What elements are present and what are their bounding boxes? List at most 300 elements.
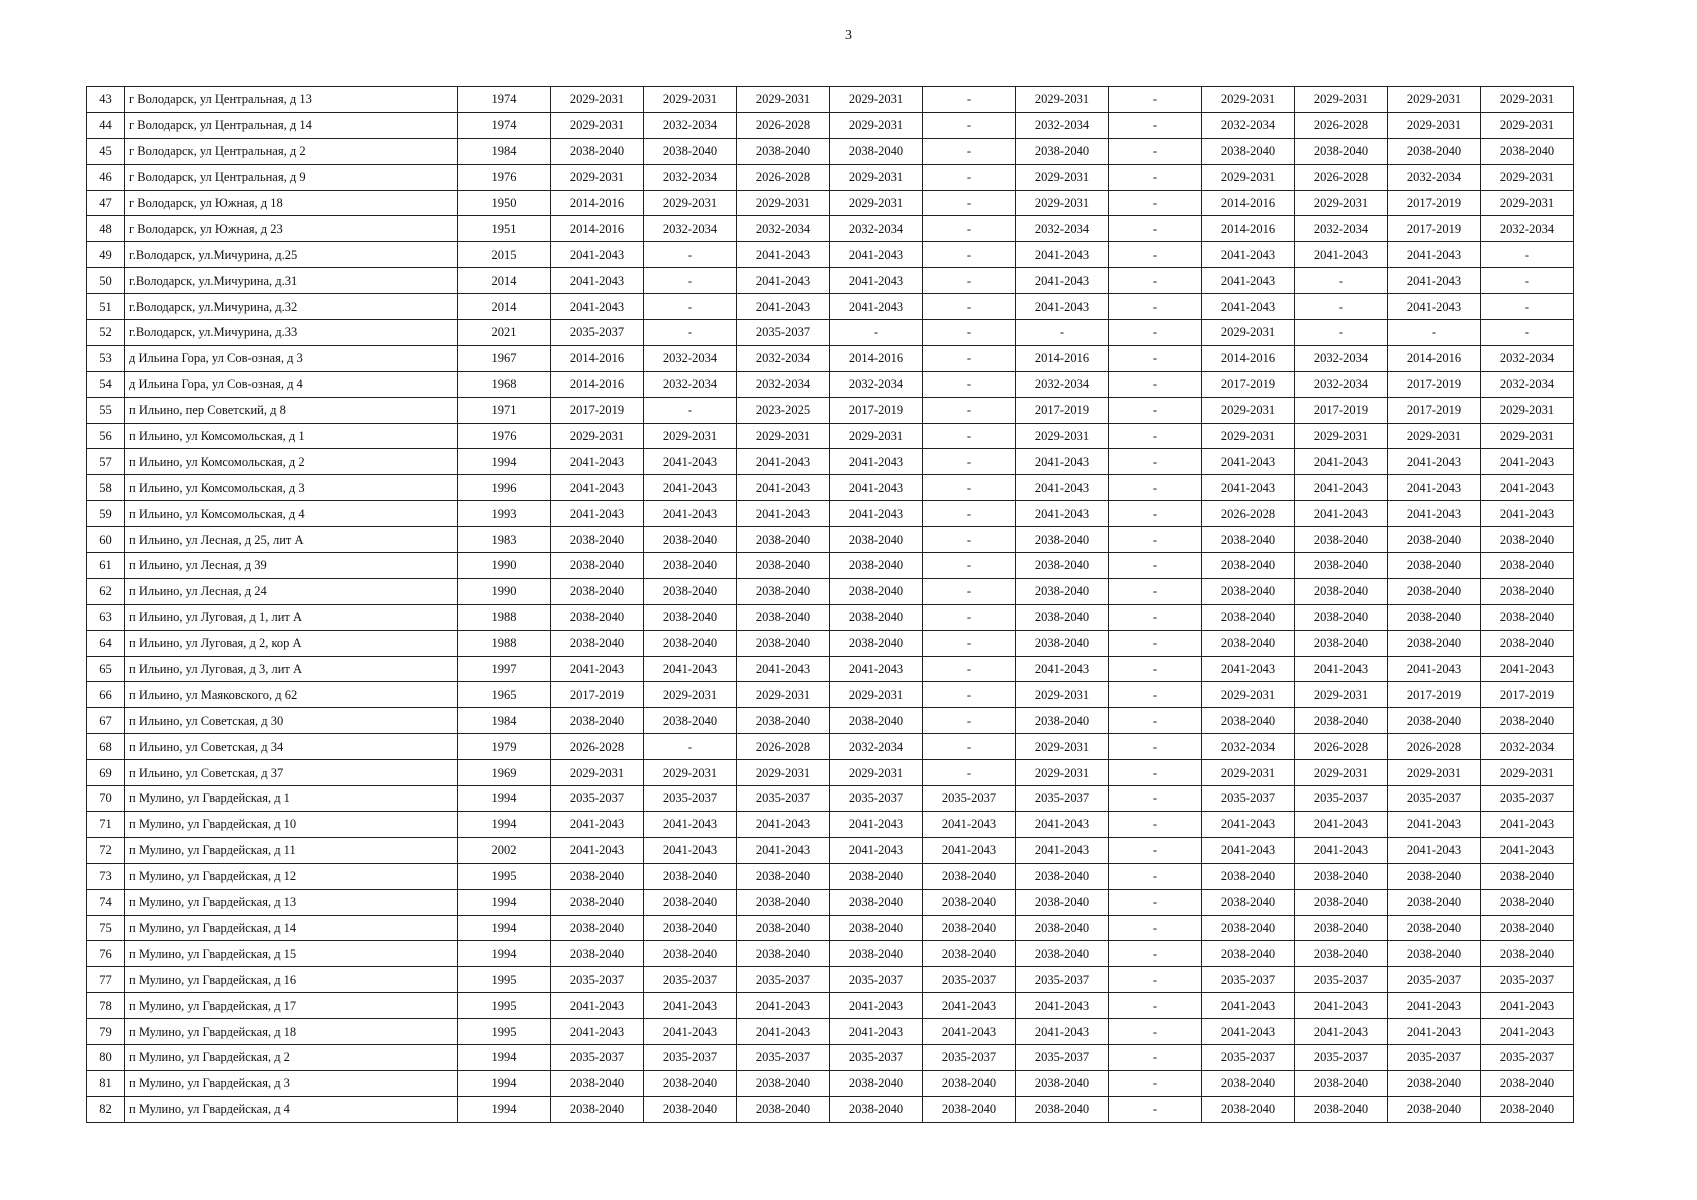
period-cell: 2038-2040 xyxy=(1388,527,1481,553)
period-cell: 2026-2028 xyxy=(737,734,830,760)
period-cell: 2038-2040 xyxy=(923,915,1016,941)
table-row xyxy=(87,475,1574,501)
period-cell: 2038-2040 xyxy=(1388,553,1481,579)
period-cell: 2038-2040 xyxy=(1016,941,1109,967)
period-cell: 2041-2043 xyxy=(644,501,737,527)
period-cell: - xyxy=(923,423,1016,449)
table-row xyxy=(87,578,1574,604)
period-cell: 2041-2043 xyxy=(830,837,923,863)
row-number-cell: 79 xyxy=(87,1019,125,1045)
table-row xyxy=(87,112,1574,138)
period-cell: 2032-2034 xyxy=(644,216,737,242)
period-cell: 2029-2031 xyxy=(1481,760,1574,786)
year-built-cell: 2014 xyxy=(458,294,551,320)
period-cell: 2038-2040 xyxy=(1202,138,1295,164)
year-built-cell: 1976 xyxy=(458,164,551,190)
period-cell: 2032-2034 xyxy=(1016,371,1109,397)
period-cell: 2035-2037 xyxy=(644,786,737,812)
period-cell: 2041-2043 xyxy=(1016,475,1109,501)
table-row xyxy=(87,449,1574,475)
period-cell: 2029-2031 xyxy=(1202,320,1295,346)
period-cell: 2038-2040 xyxy=(1388,604,1481,630)
period-cell: 2038-2040 xyxy=(1388,889,1481,915)
period-cell: 2032-2034 xyxy=(1202,734,1295,760)
row-number-cell: 61 xyxy=(87,553,125,579)
period-cell: 2029-2031 xyxy=(1202,397,1295,423)
period-cell: 2041-2043 xyxy=(737,242,830,268)
period-cell: - xyxy=(1109,993,1202,1019)
period-cell: 2029-2031 xyxy=(1388,423,1481,449)
address-cell: п Мулино, ул Гвардейская, д 17 xyxy=(125,993,458,1019)
period-cell: 2041-2043 xyxy=(830,449,923,475)
period-cell: 2038-2040 xyxy=(830,708,923,734)
period-cell: 2038-2040 xyxy=(1481,889,1574,915)
period-cell: - xyxy=(1109,553,1202,579)
period-cell: 2038-2040 xyxy=(551,138,644,164)
period-cell: 2029-2031 xyxy=(830,87,923,113)
period-cell: 2038-2040 xyxy=(1295,941,1388,967)
address-cell: п Ильино, ул Лесная, д 39 xyxy=(125,553,458,579)
period-cell: - xyxy=(1481,242,1574,268)
period-cell: 2038-2040 xyxy=(1481,1096,1574,1122)
page-number: 3 xyxy=(845,28,852,43)
table-row xyxy=(87,527,1574,553)
period-cell: - xyxy=(1109,112,1202,138)
period-cell: 2029-2031 xyxy=(1388,87,1481,113)
row-number-cell: 55 xyxy=(87,397,125,423)
period-cell: 2038-2040 xyxy=(1295,708,1388,734)
period-cell: 2038-2040 xyxy=(644,708,737,734)
table-row xyxy=(87,268,1574,294)
period-cell: 2041-2043 xyxy=(923,1019,1016,1045)
period-cell: 2041-2043 xyxy=(644,993,737,1019)
period-cell: 2038-2040 xyxy=(1016,708,1109,734)
period-cell: 2035-2037 xyxy=(551,786,644,812)
period-cell: 2038-2040 xyxy=(551,708,644,734)
period-cell: 2038-2040 xyxy=(1295,138,1388,164)
period-cell: 2029-2031 xyxy=(737,190,830,216)
period-cell: 2041-2043 xyxy=(1016,811,1109,837)
row-number-cell: 51 xyxy=(87,294,125,320)
period-cell: 2029-2031 xyxy=(1295,87,1388,113)
address-cell: г Володарск, ул Центральная, д 14 xyxy=(125,112,458,138)
period-cell: 2017-2019 xyxy=(1388,371,1481,397)
period-cell: - xyxy=(1109,656,1202,682)
period-cell: 2014-2016 xyxy=(1016,345,1109,371)
period-cell: 2032-2034 xyxy=(830,216,923,242)
period-cell: 2029-2031 xyxy=(1016,760,1109,786)
row-number-cell: 52 xyxy=(87,320,125,346)
period-cell: 2035-2037 xyxy=(644,967,737,993)
table-row xyxy=(87,682,1574,708)
period-cell: 2038-2040 xyxy=(830,1070,923,1096)
period-cell: 2032-2034 xyxy=(737,371,830,397)
period-cell: 2029-2031 xyxy=(830,682,923,708)
period-cell: - xyxy=(923,138,1016,164)
period-cell: - xyxy=(1481,294,1574,320)
period-cell: - xyxy=(644,320,737,346)
period-cell: 2035-2037 xyxy=(1388,967,1481,993)
period-cell: 2041-2043 xyxy=(1202,449,1295,475)
period-cell: 2038-2040 xyxy=(830,941,923,967)
year-built-cell: 1951 xyxy=(458,216,551,242)
period-cell: - xyxy=(1109,811,1202,837)
period-cell: - xyxy=(830,320,923,346)
address-cell: д Ильина Гора, ул Сов-озная, д 4 xyxy=(125,371,458,397)
table-row xyxy=(87,320,1574,346)
period-cell: 2041-2043 xyxy=(644,475,737,501)
period-cell: 2038-2040 xyxy=(830,604,923,630)
period-cell: 2041-2043 xyxy=(1016,242,1109,268)
address-cell: п Ильино, ул Луговая, д 3, лит А xyxy=(125,656,458,682)
period-cell: 2029-2031 xyxy=(1481,87,1574,113)
period-cell: 2041-2043 xyxy=(1388,656,1481,682)
year-built-cell: 1984 xyxy=(458,708,551,734)
period-cell: 2035-2037 xyxy=(1295,967,1388,993)
period-cell: 2041-2043 xyxy=(1388,811,1481,837)
period-cell: - xyxy=(1481,320,1574,346)
table-row xyxy=(87,138,1574,164)
period-cell: - xyxy=(1109,345,1202,371)
period-cell: 2032-2034 xyxy=(644,371,737,397)
year-built-cell: 1979 xyxy=(458,734,551,760)
period-cell: 2038-2040 xyxy=(1202,915,1295,941)
table-row xyxy=(87,786,1574,812)
period-cell: - xyxy=(1109,423,1202,449)
period-cell: 2038-2040 xyxy=(644,889,737,915)
period-cell: 2029-2031 xyxy=(737,423,830,449)
period-cell: 2035-2037 xyxy=(551,320,644,346)
period-cell: 2038-2040 xyxy=(830,889,923,915)
period-cell: 2029-2031 xyxy=(551,423,644,449)
period-cell: 2041-2043 xyxy=(830,656,923,682)
period-cell: 2026-2028 xyxy=(551,734,644,760)
period-cell: 2041-2043 xyxy=(1295,656,1388,682)
table-row xyxy=(87,1044,1574,1070)
year-built-cell: 1995 xyxy=(458,993,551,1019)
period-cell: 2041-2043 xyxy=(1295,242,1388,268)
period-cell: - xyxy=(1109,682,1202,708)
year-built-cell: 1988 xyxy=(458,604,551,630)
period-cell: 2041-2043 xyxy=(1295,501,1388,527)
period-cell: 2029-2031 xyxy=(1295,423,1388,449)
period-cell: 2038-2040 xyxy=(1295,527,1388,553)
period-cell: 2041-2043 xyxy=(737,993,830,1019)
table-row xyxy=(87,708,1574,734)
period-cell: 2038-2040 xyxy=(737,1070,830,1096)
period-cell: - xyxy=(923,501,1016,527)
period-cell: 2035-2037 xyxy=(1016,1044,1109,1070)
period-cell: - xyxy=(923,397,1016,423)
period-cell: 2035-2037 xyxy=(644,1044,737,1070)
year-built-cell: 1990 xyxy=(458,578,551,604)
period-cell: - xyxy=(923,242,1016,268)
period-cell: - xyxy=(923,371,1016,397)
period-cell: 2041-2043 xyxy=(1202,811,1295,837)
period-cell: 2041-2043 xyxy=(644,1019,737,1045)
table-row xyxy=(87,164,1574,190)
address-cell: п Мулино, ул Гвардейская, д 3 xyxy=(125,1070,458,1096)
period-cell: - xyxy=(923,164,1016,190)
period-cell: 2041-2043 xyxy=(644,811,737,837)
period-cell: 2038-2040 xyxy=(1481,915,1574,941)
table-row xyxy=(87,345,1574,371)
period-cell: 2017-2019 xyxy=(1388,397,1481,423)
period-cell: 2038-2040 xyxy=(644,604,737,630)
period-cell: - xyxy=(1016,320,1109,346)
address-cell: п Мулино, ул Гвардейская, д 16 xyxy=(125,967,458,993)
address-cell: п Ильино, ул Комсомольская, д 1 xyxy=(125,423,458,449)
period-cell: 2038-2040 xyxy=(1295,604,1388,630)
period-cell: - xyxy=(1109,786,1202,812)
period-cell: 2017-2019 xyxy=(551,397,644,423)
period-cell: 2041-2043 xyxy=(1388,294,1481,320)
period-cell: 2029-2031 xyxy=(830,164,923,190)
period-cell: 2038-2040 xyxy=(1016,889,1109,915)
period-cell: 2041-2043 xyxy=(551,811,644,837)
period-cell: 2041-2043 xyxy=(830,1019,923,1045)
period-cell: 2029-2031 xyxy=(1016,190,1109,216)
address-cell: п Мулино, ул Гвардейская, д 18 xyxy=(125,1019,458,1045)
period-cell: 2041-2043 xyxy=(1481,1019,1574,1045)
period-cell: 2026-2028 xyxy=(1388,734,1481,760)
period-cell: - xyxy=(1388,320,1481,346)
period-cell: 2038-2040 xyxy=(737,527,830,553)
period-cell: - xyxy=(1109,87,1202,113)
period-cell: 2032-2034 xyxy=(644,112,737,138)
period-cell: 2035-2037 xyxy=(1016,967,1109,993)
period-cell: 2038-2040 xyxy=(644,1096,737,1122)
row-number-cell: 82 xyxy=(87,1096,125,1122)
period-cell: 2038-2040 xyxy=(737,941,830,967)
period-cell: 2014-2016 xyxy=(551,371,644,397)
period-cell: 2038-2040 xyxy=(737,915,830,941)
period-cell: 2041-2043 xyxy=(923,837,1016,863)
period-cell: 2029-2031 xyxy=(1016,682,1109,708)
address-cell: п Ильино, ул Советская, д 30 xyxy=(125,708,458,734)
table-row xyxy=(87,423,1574,449)
period-cell: 2038-2040 xyxy=(737,578,830,604)
row-number-cell: 50 xyxy=(87,268,125,294)
period-cell: 2038-2040 xyxy=(1202,1096,1295,1122)
period-cell: 2038-2040 xyxy=(1202,889,1295,915)
period-cell: 2038-2040 xyxy=(551,915,644,941)
period-cell: - xyxy=(1109,915,1202,941)
year-built-cell: 1983 xyxy=(458,527,551,553)
period-cell: 2038-2040 xyxy=(1481,1070,1574,1096)
period-cell: - xyxy=(923,553,1016,579)
row-number-cell: 68 xyxy=(87,734,125,760)
period-cell: 2041-2043 xyxy=(1388,993,1481,1019)
period-cell: 2041-2043 xyxy=(644,449,737,475)
period-cell: 2026-2028 xyxy=(1295,164,1388,190)
period-cell: 2038-2040 xyxy=(1481,578,1574,604)
row-number-cell: 64 xyxy=(87,630,125,656)
period-cell: - xyxy=(1109,527,1202,553)
period-cell: 2038-2040 xyxy=(737,553,830,579)
period-cell: 2035-2037 xyxy=(1295,786,1388,812)
year-built-cell: 1974 xyxy=(458,112,551,138)
period-cell: 2041-2043 xyxy=(1388,475,1481,501)
table-row xyxy=(87,889,1574,915)
period-cell: - xyxy=(644,397,737,423)
period-cell: 2029-2031 xyxy=(644,87,737,113)
period-cell: 2029-2031 xyxy=(1016,164,1109,190)
period-cell: - xyxy=(1109,449,1202,475)
period-cell: 2041-2043 xyxy=(1295,837,1388,863)
period-cell: - xyxy=(923,112,1016,138)
period-cell: 2041-2043 xyxy=(1202,294,1295,320)
period-cell: 2029-2031 xyxy=(1295,682,1388,708)
period-cell: - xyxy=(923,190,1016,216)
period-cell: 2038-2040 xyxy=(1202,527,1295,553)
period-cell: - xyxy=(1295,320,1388,346)
period-cell: 2041-2043 xyxy=(923,993,1016,1019)
year-built-cell: 1974 xyxy=(458,87,551,113)
period-cell: 2041-2043 xyxy=(737,449,830,475)
period-cell: 2041-2043 xyxy=(1202,1019,1295,1045)
period-cell: 2038-2040 xyxy=(551,630,644,656)
row-number-cell: 43 xyxy=(87,87,125,113)
address-cell: г Володарск, ул Центральная, д 2 xyxy=(125,138,458,164)
table-row xyxy=(87,216,1574,242)
address-cell: п Мулино, ул Гвардейская, д 2 xyxy=(125,1044,458,1070)
table-row xyxy=(87,967,1574,993)
period-cell: 2035-2037 xyxy=(923,786,1016,812)
period-cell: 2017-2019 xyxy=(1388,216,1481,242)
period-cell: 2038-2040 xyxy=(830,553,923,579)
period-cell: 2035-2037 xyxy=(923,1044,1016,1070)
period-cell: 2038-2040 xyxy=(830,578,923,604)
period-cell: - xyxy=(1109,863,1202,889)
address-cell: п Ильино, ул Советская, д 34 xyxy=(125,734,458,760)
period-cell: 2035-2037 xyxy=(923,967,1016,993)
period-cell: - xyxy=(1109,760,1202,786)
period-cell: 2038-2040 xyxy=(1295,1070,1388,1096)
period-cell: 2035-2037 xyxy=(830,786,923,812)
period-cell: 2038-2040 xyxy=(1202,708,1295,734)
period-cell: 2035-2037 xyxy=(1481,786,1574,812)
period-cell: 2032-2034 xyxy=(830,734,923,760)
period-cell: 2038-2040 xyxy=(1481,604,1574,630)
period-cell: - xyxy=(923,449,1016,475)
period-cell: 2032-2034 xyxy=(1295,345,1388,371)
row-number-cell: 72 xyxy=(87,837,125,863)
period-cell: 2038-2040 xyxy=(1388,578,1481,604)
period-cell: 2032-2034 xyxy=(1202,112,1295,138)
row-number-cell: 76 xyxy=(87,941,125,967)
period-cell: 2038-2040 xyxy=(1016,1070,1109,1096)
year-built-cell: 1994 xyxy=(458,889,551,915)
period-cell: 2029-2031 xyxy=(644,760,737,786)
address-cell: г Володарск, ул Южная, д 18 xyxy=(125,190,458,216)
period-cell: 2038-2040 xyxy=(1016,604,1109,630)
period-cell: 2038-2040 xyxy=(644,630,737,656)
period-cell: 2041-2043 xyxy=(830,475,923,501)
period-cell: - xyxy=(923,87,1016,113)
table-row xyxy=(87,1096,1574,1122)
period-cell: 2038-2040 xyxy=(1388,708,1481,734)
period-cell: 2035-2037 xyxy=(1016,786,1109,812)
row-number-cell: 54 xyxy=(87,371,125,397)
schedule-table xyxy=(86,86,1574,1123)
period-cell: 2041-2043 xyxy=(1016,656,1109,682)
address-cell: п Мулино, ул Гвардейская, д 12 xyxy=(125,863,458,889)
period-cell: 2038-2040 xyxy=(551,863,644,889)
period-cell: - xyxy=(923,734,1016,760)
period-cell: 2038-2040 xyxy=(644,941,737,967)
address-cell: п Ильино, ул Лесная, д 25, лит А xyxy=(125,527,458,553)
period-cell: 2038-2040 xyxy=(1388,138,1481,164)
period-cell: - xyxy=(1295,294,1388,320)
year-built-cell: 1994 xyxy=(458,449,551,475)
period-cell: 2038-2040 xyxy=(1481,553,1574,579)
period-cell: 2032-2034 xyxy=(830,371,923,397)
period-cell: 2038-2040 xyxy=(1295,1096,1388,1122)
period-cell: 2038-2040 xyxy=(644,553,737,579)
period-cell: 2038-2040 xyxy=(551,1096,644,1122)
period-cell: 2038-2040 xyxy=(923,1096,1016,1122)
period-cell: 2041-2043 xyxy=(551,449,644,475)
period-cell: 2029-2031 xyxy=(1016,734,1109,760)
period-cell: - xyxy=(1109,190,1202,216)
table-row xyxy=(87,656,1574,682)
period-cell: 2035-2037 xyxy=(737,1044,830,1070)
period-cell: 2041-2043 xyxy=(923,811,1016,837)
address-cell: г.Володарск, ул.Мичурина, д.32 xyxy=(125,294,458,320)
period-cell: 2041-2043 xyxy=(1016,837,1109,863)
period-cell: 2029-2031 xyxy=(830,190,923,216)
row-number-cell: 69 xyxy=(87,760,125,786)
period-cell: - xyxy=(923,216,1016,242)
year-built-cell: 1994 xyxy=(458,811,551,837)
period-cell: 2038-2040 xyxy=(644,1070,737,1096)
period-cell: 2041-2043 xyxy=(1388,268,1481,294)
period-cell: 2038-2040 xyxy=(1388,1070,1481,1096)
period-cell: 2041-2043 xyxy=(1481,837,1574,863)
period-cell: 2032-2034 xyxy=(1016,216,1109,242)
period-cell: 2038-2040 xyxy=(1016,630,1109,656)
period-cell: 2041-2043 xyxy=(1202,242,1295,268)
period-cell: 2041-2043 xyxy=(737,501,830,527)
period-cell: - xyxy=(1109,164,1202,190)
period-cell: - xyxy=(1109,1044,1202,1070)
period-cell: 2041-2043 xyxy=(551,837,644,863)
period-cell: 2038-2040 xyxy=(923,941,1016,967)
period-cell: 2041-2043 xyxy=(1016,449,1109,475)
period-cell: 2041-2043 xyxy=(1388,837,1481,863)
period-cell: 2041-2043 xyxy=(1016,993,1109,1019)
period-cell: 2041-2043 xyxy=(1481,993,1574,1019)
period-cell: 2038-2040 xyxy=(830,1096,923,1122)
address-cell: п Ильино, ул Комсомольская, д 4 xyxy=(125,501,458,527)
row-number-cell: 80 xyxy=(87,1044,125,1070)
period-cell: 2041-2043 xyxy=(551,1019,644,1045)
period-cell: 2029-2031 xyxy=(1388,112,1481,138)
period-cell: 2038-2040 xyxy=(737,1096,830,1122)
period-cell: 2038-2040 xyxy=(1295,889,1388,915)
period-cell: 2041-2043 xyxy=(737,811,830,837)
year-built-cell: 1994 xyxy=(458,915,551,941)
period-cell: 2041-2043 xyxy=(830,242,923,268)
period-cell: 2035-2037 xyxy=(551,967,644,993)
period-cell: 2035-2037 xyxy=(830,1044,923,1070)
period-cell: 2038-2040 xyxy=(923,863,1016,889)
period-cell: 2038-2040 xyxy=(923,1070,1016,1096)
table-row xyxy=(87,190,1574,216)
period-cell: 2014-2016 xyxy=(551,216,644,242)
year-built-cell: 1996 xyxy=(458,475,551,501)
